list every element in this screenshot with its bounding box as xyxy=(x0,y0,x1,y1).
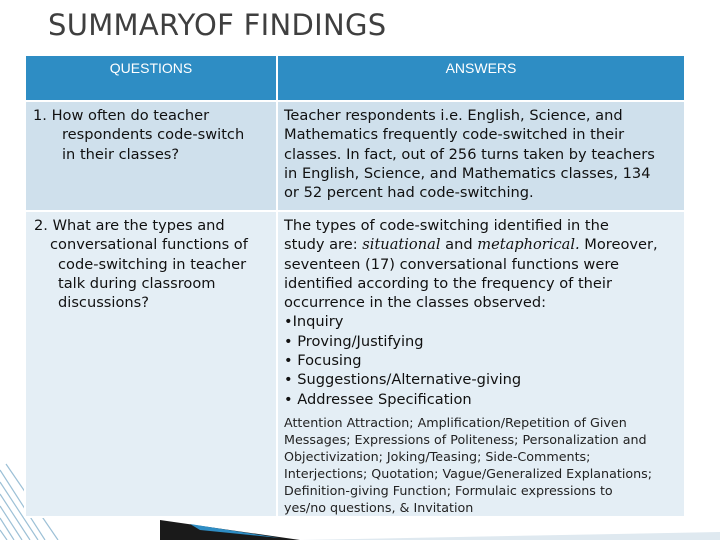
answers-header: ANSWERS xyxy=(277,55,685,101)
page-title: SUMMARYOF FINDINGS xyxy=(48,8,387,42)
findings-table xyxy=(24,54,686,518)
table-row xyxy=(25,101,685,211)
answer-text: study are: xyxy=(284,236,363,254)
table-row xyxy=(25,211,685,517)
table-header-row xyxy=(25,55,685,101)
question-text: in their classes? xyxy=(62,145,180,163)
answer-text: identified according to the frequency of their xyxy=(284,274,612,292)
type-metaphorical: metaphorical. xyxy=(477,236,580,254)
answer-text: Teacher respondents i.e. English, Science, and xyxy=(284,107,623,124)
function-bullet: • Addressee Specification xyxy=(284,390,472,408)
other-function-text: Interjections; Quotation; Vague/Generalized Explanations; xyxy=(284,465,653,481)
answer-text-line xyxy=(284,235,678,254)
question-text: 2. What are the types and xyxy=(34,217,225,234)
answer-text: Mathematics frequently code-switched in their xyxy=(284,126,625,144)
answer-text: and xyxy=(440,236,478,254)
other-function-text: yes/no questions, & Invitation xyxy=(284,499,474,515)
question-cell xyxy=(25,211,277,517)
question-text: talk during classroom xyxy=(58,274,216,292)
questions-header: QUESTIONS xyxy=(25,55,277,101)
function-bullet: • Suggestions/Alternative-giving xyxy=(284,371,522,389)
answer-text: The types of code-switching identified in the xyxy=(284,217,609,234)
other-function-text: Messages; Expressions of Politeness; Personalization and xyxy=(284,431,647,447)
function-bullet: • Proving/Justifying xyxy=(284,332,424,350)
answer-cell xyxy=(277,101,685,211)
answer-text: in English, Science, and Mathematics classes, 134 xyxy=(284,164,651,182)
answer-text: occurrence in the classes observed: xyxy=(284,294,547,312)
question-text: 1. How often do teacher xyxy=(33,107,210,124)
question-text: code-switching in teacher xyxy=(58,255,247,273)
other-functions-list xyxy=(284,414,678,516)
answer-text: seventeen (17) conversational functions were xyxy=(284,255,619,273)
answer-text: classes. In fact, out of 256 turns taken by teachers xyxy=(284,145,655,163)
other-function-text: Objectivization; Joking/Teasing; Side-Comments; xyxy=(284,448,591,464)
question-cell xyxy=(25,101,277,211)
other-function-text: Definition-giving Function; Formulaic expressions to xyxy=(284,482,613,498)
other-function-text: Attention Attraction; Amplification/Repetition of Given xyxy=(284,414,627,430)
answer-text: or 52 percent had code-switching. xyxy=(284,184,534,202)
question-text: respondents code-switch xyxy=(62,126,245,144)
answer-cell xyxy=(277,211,685,517)
answer-text: Moreover, xyxy=(579,236,658,254)
question-text: discussions? xyxy=(58,294,149,312)
function-bullet: •Inquiry xyxy=(284,313,344,331)
function-bullet: • Focusing xyxy=(284,352,362,370)
type-situational: situational xyxy=(362,236,441,254)
question-text: conversational functions of xyxy=(50,236,248,254)
